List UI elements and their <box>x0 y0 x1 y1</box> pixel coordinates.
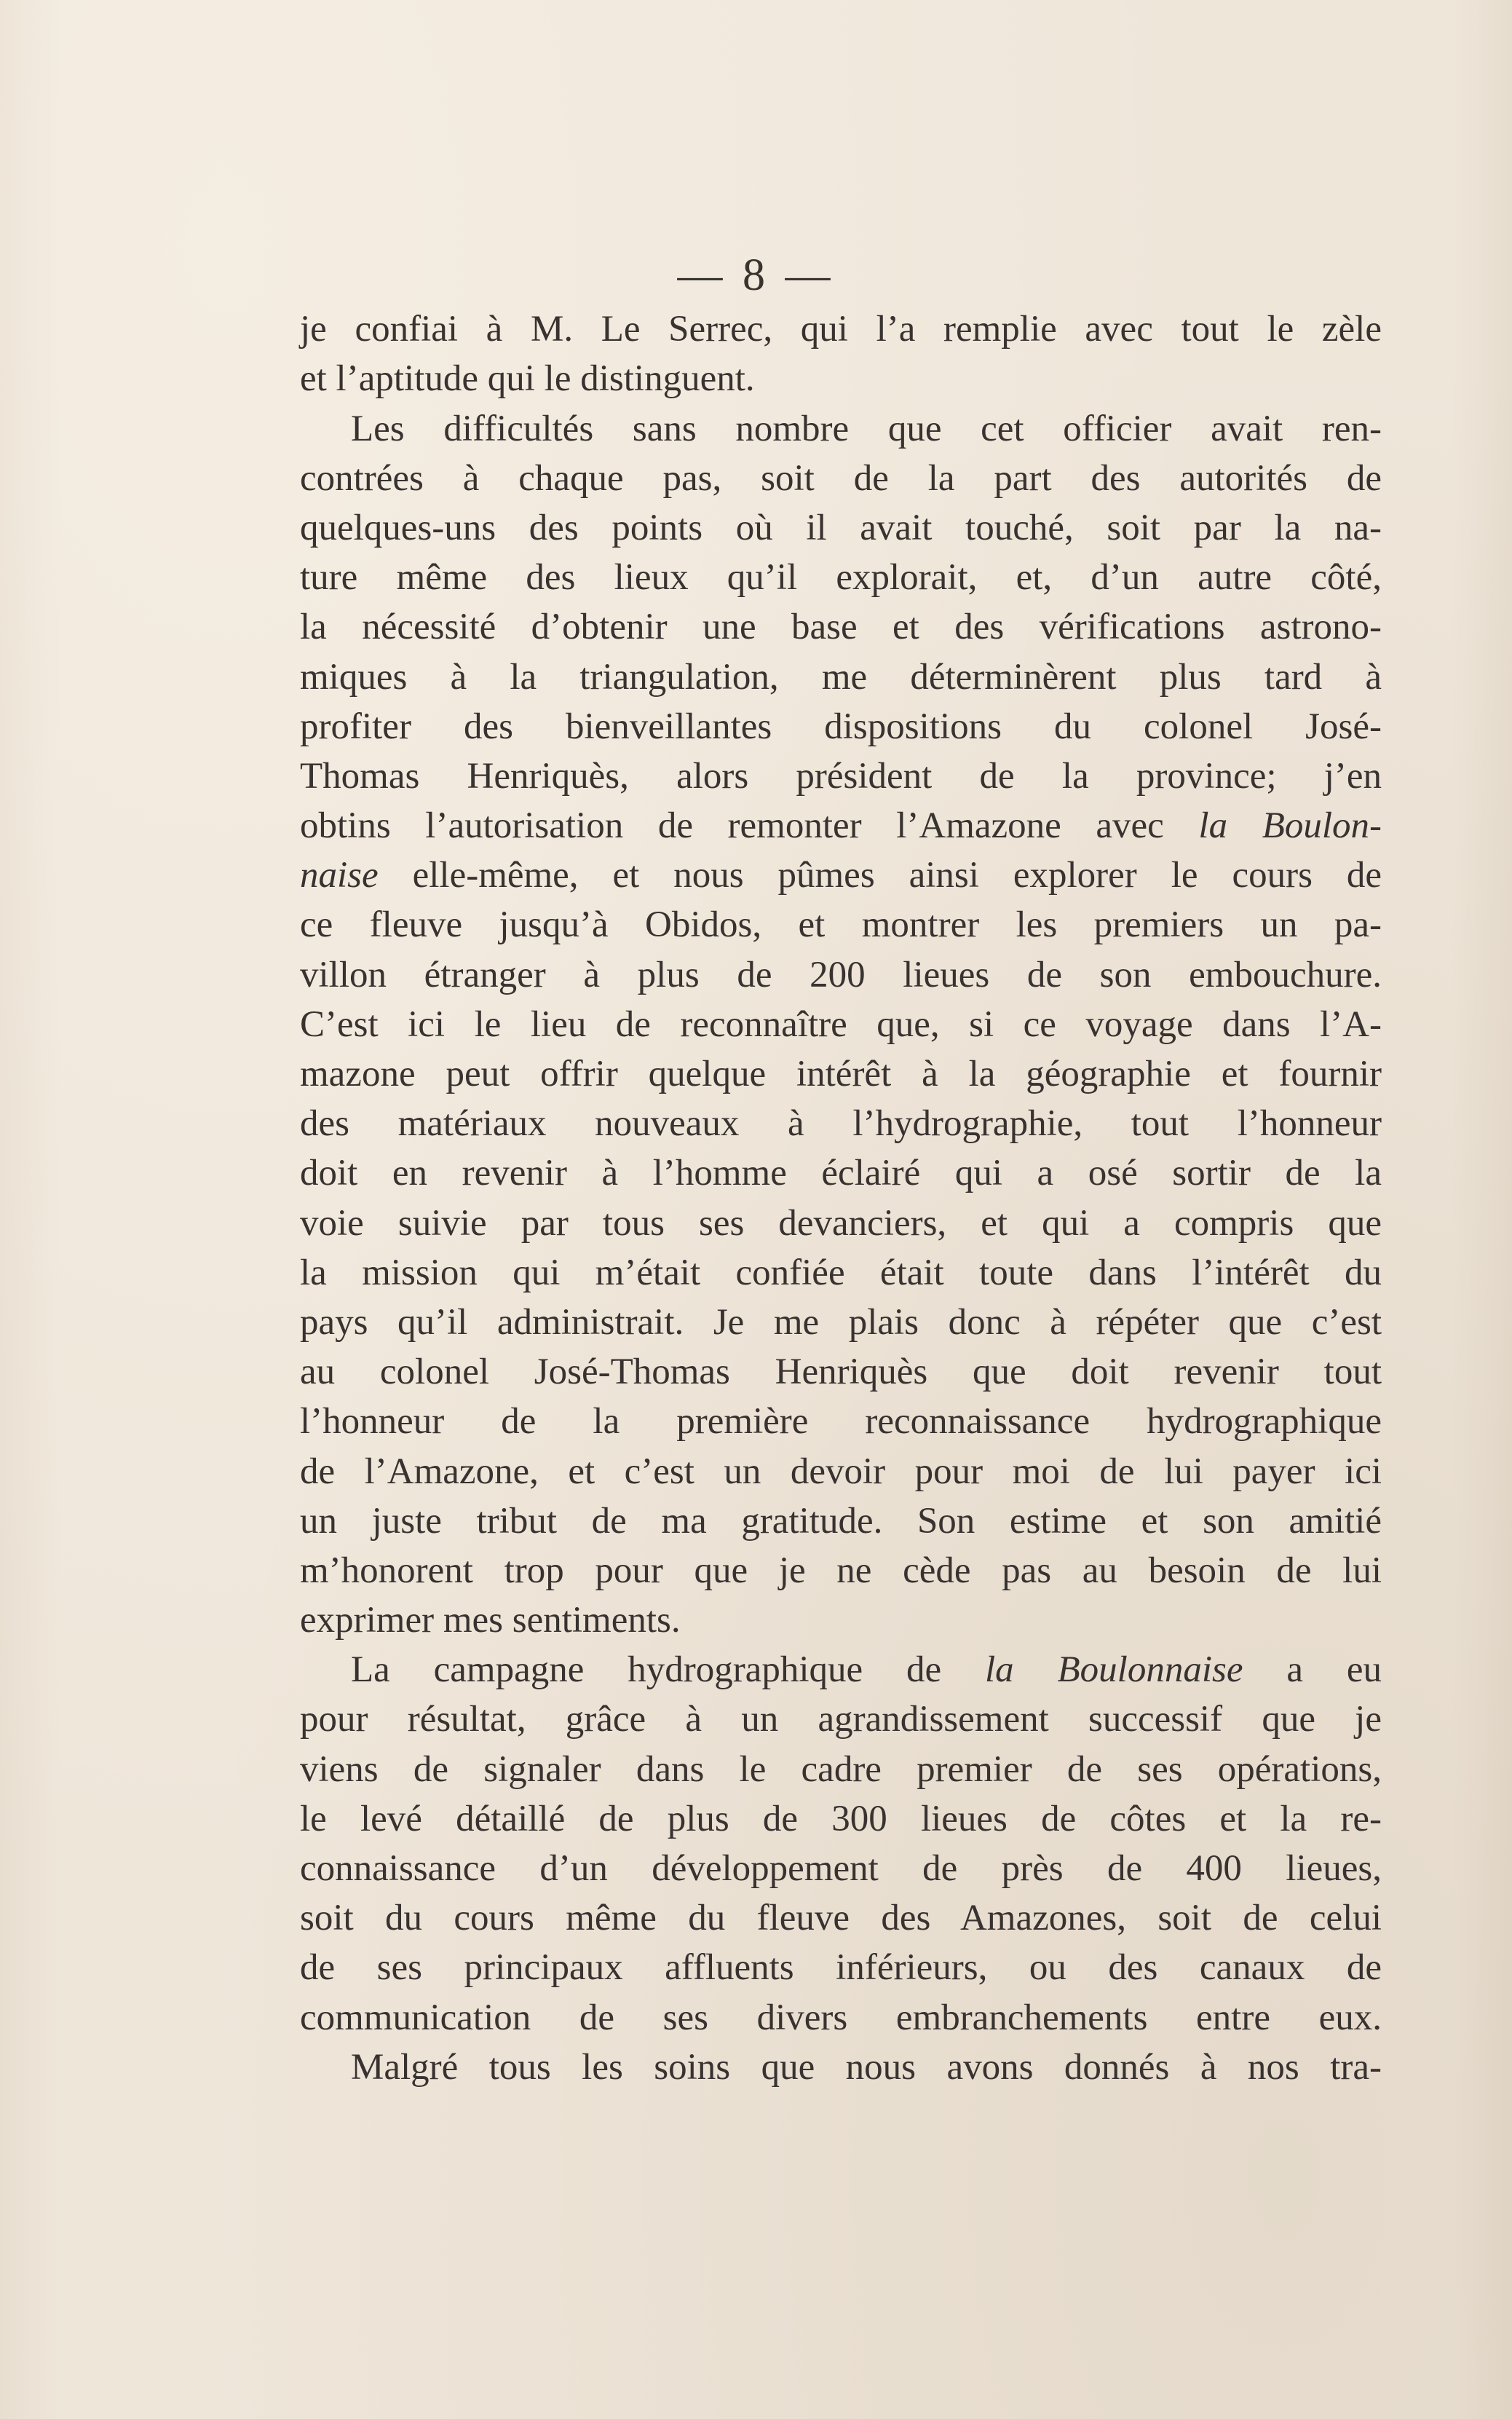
text-line-content <box>300 1003 1382 1046</box>
text-line <box>300 653 1382 703</box>
line-text: contrées à chaque pas, soit de la part des autorités de <box>300 457 1382 499</box>
text-line-content <box>300 1549 1382 1593</box>
text-line-content <box>300 853 1382 897</box>
line-text: soit du cours même du fleuve des Amazones, soit de celui <box>300 1898 1382 1939</box>
text-line-content <box>300 1499 1382 1543</box>
text-line <box>300 1150 1382 1199</box>
text-line <box>300 951 1382 1001</box>
text-line <box>300 802 1382 852</box>
text-line-content <box>351 1648 1382 1692</box>
text-line-content <box>300 506 1382 550</box>
text-line-content <box>300 705 1382 749</box>
italic-text: la Boulonnaise <box>984 1649 1243 1691</box>
text-line <box>300 1696 1382 1745</box>
text-line <box>300 1398 1382 1448</box>
text-line-content <box>300 1301 1382 1344</box>
text-line <box>300 1250 1382 1299</box>
text-line <box>300 355 1382 405</box>
line-text: m’honorent trop pour que je ne cède pas au besoin de lui <box>300 1550 1382 1591</box>
line-text: mazone peut offrir quelque intérêt à la géographie et fournir <box>300 1054 1382 1094</box>
line-text: de l’Amazone, et c’est un devoir pour moi de lui payer ici <box>300 1451 1382 1492</box>
text-line <box>300 1796 1382 1845</box>
text-line <box>300 2044 1382 2094</box>
text-line-content <box>300 1946 1382 1989</box>
text-line-content <box>300 1052 1382 1096</box>
text-line-content <box>300 655 1382 699</box>
line-text: et l’aptitude qui le distinguent. <box>300 358 755 400</box>
text-line-content <box>300 457 1382 500</box>
text-line-content <box>300 953 1382 997</box>
text-line <box>300 901 1382 951</box>
page-number: — 8 — <box>677 250 835 300</box>
text-line <box>300 1646 1382 1696</box>
text-line-content <box>300 1598 681 1642</box>
text-line <box>300 1597 1382 1646</box>
text-line <box>300 1845 1382 1895</box>
line-text: ce fleuve jusqu’à Obidos, et montrer les premiers un pa- <box>300 904 1382 946</box>
text-line <box>300 1547 1382 1597</box>
line-text: ture même des lieux qu’il explorait, et, d’un autre côté, <box>300 557 1382 599</box>
line-text: un juste tribut de ma gratitude. Son estime et son amitié <box>300 1500 1382 1542</box>
line-text: des matériaux nouveaux à l’hydrographie, tout l’honneur <box>300 1103 1382 1145</box>
text-line <box>300 703 1382 753</box>
line-text: doit en revenir à l’homme éclairé qui a osé sortir de la <box>300 1153 1382 1194</box>
line-text: quelques-uns des points où il avait touché, soit par la na- <box>300 507 1382 548</box>
text-line-content <box>300 804 1382 848</box>
text-line <box>300 1299 1382 1349</box>
line-text: obtins l’autorisation de remonter l’Amazone avec <box>300 805 1164 847</box>
line-text: voie suivie par tous ses devanciers, et qui a compris que <box>300 1202 1382 1244</box>
text-line-content <box>300 1450 1382 1493</box>
line-text: au colonel José-Thomas Henriquès que doit revenir tout <box>300 1351 1382 1393</box>
text-line <box>300 852 1382 901</box>
text-line <box>300 1051 1382 1100</box>
text-line-content <box>300 1251 1382 1295</box>
text-line <box>300 1994 1382 2043</box>
line-text: villon étranger à plus de 200 lieues de son embouchure. <box>300 954 1382 995</box>
line-text: pour résultat, grâce à un agrandissement successif que je <box>300 1699 1382 1740</box>
text-line-content <box>300 1201 1382 1245</box>
text-line <box>300 1448 1382 1497</box>
text-line-content <box>300 1350 1382 1394</box>
line-text-tail: a eu <box>1243 1649 1382 1691</box>
text-line <box>300 505 1382 554</box>
line-text: Malgré tous les soins que nous avons donnés à nos tra- <box>351 2046 1382 2088</box>
italic-text: naise <box>300 855 379 896</box>
line-text: Les difficultés sans nombre que cet officier avait ren- <box>351 408 1382 449</box>
text-line <box>300 554 1382 604</box>
text-line-content <box>300 357 755 400</box>
text-line-content <box>300 556 1382 599</box>
text-line <box>300 604 1382 653</box>
line-text: pays qu’il administrait. Je me plais donc à répéter que c’est <box>300 1301 1382 1343</box>
line-text: Thomas Henriquès, alors président de la province; j’en <box>300 755 1382 797</box>
text-line-content <box>300 1748 1382 1791</box>
line-text: connaissance d’un développement de près de 400 lieues, <box>300 1848 1382 1889</box>
text-line-content <box>300 1896 1382 1940</box>
text-line <box>300 306 1382 355</box>
body-text <box>300 306 1382 2094</box>
text-line-content <box>300 1151 1382 1195</box>
text-line-content <box>300 1996 1382 2040</box>
line-text: de ses principaux affluents inférieurs, ou des canaux de <box>300 1947 1382 1989</box>
text-line-content <box>300 1697 1382 1741</box>
text-line <box>300 1895 1382 1944</box>
text-line <box>300 1199 1382 1249</box>
line-text: la nécessité d’obtenir une base et des vérifications astrono- <box>300 607 1382 648</box>
line-text: profiter des bienveillantes dispositions du colonel José- <box>300 706 1382 747</box>
text-line <box>300 1001 1382 1051</box>
line-text: la mission qui m’était confiée était toute dans l’intérêt du <box>300 1252 1382 1293</box>
line-text: viens de signaler dans le cadre premier de ses opérations, <box>300 1748 1382 1790</box>
line-text: je confiai à M. Le Serrec, qui l’a remplie avec tout le zèle <box>300 309 1382 350</box>
text-line-content <box>300 307 1382 351</box>
line-text: elle-même, et nous pûmes ainsi explorer le cours de <box>378 855 1382 896</box>
text-line-content <box>300 1102 1382 1145</box>
italic-text: la Boulon- <box>1198 805 1382 847</box>
text-line-content <box>300 605 1382 649</box>
text-line-content <box>300 1797 1382 1841</box>
text-line <box>300 405 1382 454</box>
text-line-content <box>351 407 1382 451</box>
text-line <box>300 1498 1382 1547</box>
line-text: miques à la triangulation, me déterminèrent plus tard à <box>300 656 1382 698</box>
text-line <box>300 1349 1382 1398</box>
text-line-content <box>300 903 1382 947</box>
text-line <box>300 753 1382 802</box>
text-line-content <box>300 754 1382 798</box>
line-text: La campagne hydrographique de <box>351 1649 942 1691</box>
line-text: exprimer mes sentiments. <box>300 1600 681 1641</box>
text-line <box>300 455 1382 505</box>
text-line <box>300 1944 1382 1994</box>
line-text: communication de ses divers embranchements entre eux. <box>300 1997 1382 2038</box>
line-text: le levé détaillé de plus de 300 lieues de côtes et la re- <box>300 1798 1382 1839</box>
text-line-content <box>300 1847 1382 1890</box>
line-text: C’est ici le lieu de reconnaître que, si ce voyage dans l’A- <box>300 1003 1382 1045</box>
text-line <box>300 1745 1382 1795</box>
line-text: l’honneur de la première reconnaissance hydrographique <box>300 1401 1382 1443</box>
text-line <box>300 1100 1382 1150</box>
text-line-content <box>300 1400 1382 1443</box>
text-line-content <box>351 2045 1382 2089</box>
